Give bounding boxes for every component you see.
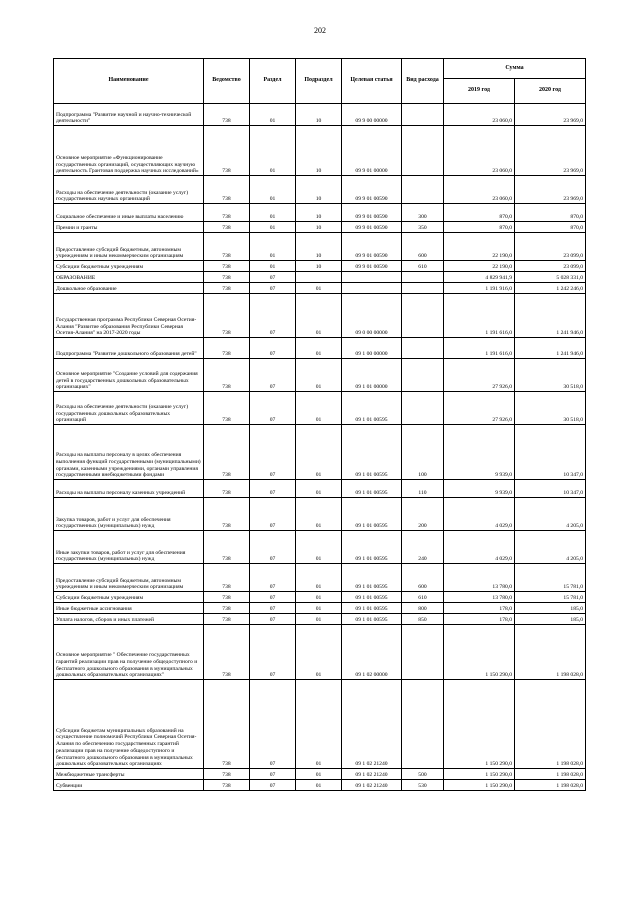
row-sum-2020: 5 028 331,0 [515,272,586,283]
row-ministry: 738 [204,104,250,126]
table-row [54,603,586,614]
row-subsection: 01 [296,625,342,680]
row-sum-2019: 870,0 [444,222,515,233]
row-target-article: 09 9 01 00590 [342,176,402,204]
row-section: 01 [250,104,296,126]
row-section: 07 [250,425,296,480]
row-target-article [342,283,402,294]
row-target-article: 09 9 01 00000 [342,126,402,176]
row-subsection: 01 [296,780,342,791]
row-ministry: 738 [204,680,250,769]
row-ministry: 738 [204,780,250,791]
row-name: Расходы на выплаты персоналу казенных учреждений [54,480,204,498]
row-ministry: 738 [204,531,250,564]
header-subsection: Подраздел [296,59,342,104]
row-sum-2020: 185,0 [515,603,586,614]
row-sum-2019: 27 926,0 [444,392,515,425]
row-section: 07 [250,564,296,592]
row-subsection: 01 [296,283,342,294]
row-expense-type [402,680,444,769]
row-sum-2020: 15 781,0 [515,592,586,603]
row-ministry: 738 [204,480,250,498]
row-subsection: 01 [296,531,342,564]
row-target-article: 09 0 00 00000 [342,294,402,338]
row-expense-type [402,283,444,294]
header-name: Наименование [54,59,204,104]
row-sum-2019: 23 060,0 [444,176,515,204]
row-section: 07 [250,392,296,425]
row-expense-type: 610 [402,592,444,603]
header-year-2020: 2020 год [515,79,586,104]
row-sum-2020: 870,0 [515,204,586,222]
row-name: Субсидии бюджетным учреждениям [54,592,204,603]
table-row [54,680,586,769]
row-sum-2020: 15 781,0 [515,564,586,592]
row-section: 01 [250,261,296,272]
table-body [54,104,586,791]
row-expense-type: 100 [402,425,444,480]
row-expense-type: 300 [402,204,444,222]
table-row [54,104,586,126]
row-sum-2020: 1 241 946,0 [515,338,586,359]
row-target-article: 09 1 01 00000 [342,359,402,392]
table-row [54,564,586,592]
row-section: 07 [250,614,296,625]
row-name: Дошкольное образование [54,283,204,294]
header-ministry: Ведомство [204,59,250,104]
row-section: 07 [250,531,296,564]
row-target-article: 09 1 02 00000 [342,625,402,680]
row-sum-2020: 1 241 946,0 [515,294,586,338]
row-name: Основное мероприятие "Создание условий для содержания детей в государственных дошкольных образовательных организациях" [54,359,204,392]
header-target-article: Целевая статья [342,59,402,104]
row-target-article: 09 1 01 00595 [342,592,402,603]
row-sum-2020: 870,0 [515,222,586,233]
row-target-article: 09 1 01 00595 [342,498,402,531]
row-name: Иные закупки товаров, работ и услуг для обеспечения государственных (муниципальных) нужд [54,531,204,564]
row-name: Межбюджетные трансферты [54,769,204,780]
row-sum-2020: 30 518,0 [515,359,586,392]
row-section: 07 [250,780,296,791]
row-target-article [342,272,402,283]
table-row [54,531,586,564]
row-sum-2020: 1 198 028,0 [515,769,586,780]
header-expense-type: Вид расхода [402,59,444,104]
row-ministry: 738 [204,592,250,603]
row-sum-2020: 4 205,0 [515,531,586,564]
row-ministry: 738 [204,564,250,592]
row-target-article: 09 9 01 00590 [342,204,402,222]
row-subsection [296,272,342,283]
table-row [54,425,586,480]
row-sum-2019: 1 191 616,0 [444,338,515,359]
table-row [54,126,586,176]
row-ministry: 738 [204,338,250,359]
table-row [54,338,586,359]
row-section: 01 [250,176,296,204]
row-sum-2019: 27 926,0 [444,359,515,392]
row-ministry: 738 [204,272,250,283]
row-subsection: 01 [296,592,342,603]
row-sum-2020: 4 205,0 [515,498,586,531]
header-year-2019: 2019 год [444,79,515,104]
row-expense-type: 850 [402,614,444,625]
row-section: 07 [250,283,296,294]
table-row [54,392,586,425]
row-expense-type [402,359,444,392]
row-subsection: 01 [296,425,342,480]
row-target-article: 09 1 01 00595 [342,531,402,564]
row-expense-type: 600 [402,233,444,261]
row-section: 07 [250,272,296,283]
row-ministry: 738 [204,176,250,204]
row-target-article: 09 1 01 00595 [342,425,402,480]
row-name: Основное мероприятие " Обеспечение государственных гарантий реализации прав на получение общедоступного и бесплатного дошкольного образования в муниципальных дошкольных образовательных организациях" [54,625,204,680]
table-row [54,222,586,233]
row-sum-2020: 1 242 246,0 [515,283,586,294]
row-sum-2020: 185,0 [515,614,586,625]
row-subsection: 10 [296,126,342,176]
row-section: 07 [250,592,296,603]
row-subsection: 01 [296,564,342,592]
row-ministry: 738 [204,283,250,294]
row-name: Субсидии бюджетам муниципальных образований на осуществление полномочий Республики Северная Осетия-Алания по обеспечению государственных гарантий реализации прав на получение общедоступного и бесплатного дошкольного образования в муниципальных дошкольных образовательных организациях [54,680,204,769]
row-target-article: 09 1 01 00595 [342,392,402,425]
row-name: ОБРАЗОВАНИЕ [54,272,204,283]
table-row [54,480,586,498]
row-subsection: 01 [296,480,342,498]
row-name: Основное мероприятие «Функционирование государственных организаций, осуществляющих научную деятельность Грантовая поддержка научных исследований» [54,126,204,176]
table-row [54,283,586,294]
row-sum-2019: 22 190,0 [444,233,515,261]
row-name: Предоставление субсидий бюджетным, автономным учреждениям и иным некоммерческим организациям [54,564,204,592]
table-row [54,204,586,222]
row-name: Подпрограмма "Развитие научной и научно-технической деятельности" [54,104,204,126]
row-ministry: 738 [204,769,250,780]
row-expense-type: 200 [402,498,444,531]
page-number: 202 [314,26,326,35]
row-target-article: 09 1 01 00595 [342,614,402,625]
row-target-article: 09 9 01 00590 [342,222,402,233]
row-ministry: 738 [204,222,250,233]
row-sum-2019: 1 150 290,0 [444,680,515,769]
row-sum-2019: 4 029,0 [444,531,515,564]
row-name: Закупка товаров, работ и услуг для обеспечения государственных (муниципальных) нужд [54,498,204,531]
row-subsection: 01 [296,603,342,614]
row-sum-2019: 23 060,0 [444,126,515,176]
row-section: 07 [250,359,296,392]
row-section: 07 [250,480,296,498]
row-name: Уплата налогов, сборов и иных платежей [54,614,204,625]
row-subsection: 01 [296,392,342,425]
row-sum-2020: 10 347,0 [515,425,586,480]
row-expense-type [402,625,444,680]
row-name: Расходы на обеспечение деятельности (оказание услуг) государственных дошкольных образовательных организаций [54,392,204,425]
row-sum-2019: 870,0 [444,204,515,222]
row-sum-2020: 23 969,0 [515,176,586,204]
row-subsection: 01 [296,338,342,359]
row-sum-2020: 23 969,0 [515,126,586,176]
row-target-article: 09 1 00 00000 [342,338,402,359]
row-sum-2019: 13 780,0 [444,592,515,603]
row-subsection: 10 [296,104,342,126]
row-target-article: 09 1 02 21240 [342,780,402,791]
row-expense-type: 800 [402,603,444,614]
row-sum-2020: 23 099,0 [515,261,586,272]
row-name: Расходы на выплаты персоналу в целях обеспечения выполнения функций государственными (муниципальными) органами, казенными учреждениями, органами управления государственными внебюджетными фондами [54,425,204,480]
row-name: Предоставление субсидий бюджетным, автономным учреждениям и иным некоммерческим организациям [54,233,204,261]
row-name: Субсидии бюджетным учреждениям [54,261,204,272]
row-target-article: 09 1 01 00595 [342,603,402,614]
row-subsection: 01 [296,769,342,780]
row-expense-type [402,272,444,283]
row-name: Государственная программа Республики Северная Осетия-Алания "Развитие образования Республики Северная Осетия-Алания" на 2017-2020 годы [54,294,204,338]
table-row [54,294,586,338]
row-name: Подпрограмма "Развитие дошкольного образования детей" [54,338,204,359]
row-target-article: 09 9 01 00590 [342,233,402,261]
table-row [54,261,586,272]
row-subsection: 10 [296,176,342,204]
row-expense-type [402,392,444,425]
row-section: 07 [250,625,296,680]
table-row [54,233,586,261]
row-ministry: 738 [204,392,250,425]
table-header [54,59,586,104]
row-section: 07 [250,769,296,780]
row-subsection: 10 [296,204,342,222]
row-section: 07 [250,603,296,614]
row-subsection: 01 [296,359,342,392]
row-ministry: 738 [204,261,250,272]
row-section: 01 [250,204,296,222]
row-sum-2019: 22 190,0 [444,261,515,272]
row-sum-2019: 4 829 941,9 [444,272,515,283]
table-row [54,780,586,791]
row-ministry: 738 [204,126,250,176]
row-section: 01 [250,126,296,176]
row-section: 07 [250,498,296,531]
row-ministry: 738 [204,359,250,392]
row-sum-2019: 1 191 916,0 [444,283,515,294]
budget-table [53,58,586,791]
row-subsection: 10 [296,261,342,272]
row-sum-2019: 13 780,0 [444,564,515,592]
row-expense-type [402,104,444,126]
row-ministry: 738 [204,603,250,614]
row-sum-2020: 23 099,0 [515,233,586,261]
row-name: Премии и гранты [54,222,204,233]
row-sum-2019: 4 029,0 [444,498,515,531]
row-section: 07 [250,338,296,359]
table-row [54,592,586,603]
row-expense-type: 610 [402,261,444,272]
row-expense-type: 600 [402,564,444,592]
row-target-article: 09 1 01 00595 [342,480,402,498]
row-ministry: 738 [204,614,250,625]
row-name: Социальное обеспечение и иные выплаты населению [54,204,204,222]
row-ministry: 738 [204,625,250,680]
row-ministry: 738 [204,204,250,222]
row-sum-2019: 1 191 616,0 [444,294,515,338]
row-subsection: 01 [296,680,342,769]
row-sum-2020: 30 518,0 [515,392,586,425]
row-sum-2019: 178,0 [444,603,515,614]
row-sum-2020: 1 198 028,0 [515,780,586,791]
row-expense-type [402,126,444,176]
row-section: 01 [250,233,296,261]
table-row [54,625,586,680]
row-sum-2019: 23 060,0 [444,104,515,126]
row-expense-type [402,294,444,338]
row-sum-2019: 178,0 [444,614,515,625]
table-row [54,359,586,392]
row-expense-type: 350 [402,222,444,233]
row-ministry: 738 [204,294,250,338]
row-target-article: 09 1 02 21240 [342,680,402,769]
row-expense-type: 530 [402,780,444,791]
row-expense-type [402,338,444,359]
row-subsection: 10 [296,233,342,261]
row-name: Иные бюджетные ассигнования [54,603,204,614]
row-subsection: 01 [296,294,342,338]
row-ministry: 738 [204,425,250,480]
row-sum-2019: 9 939,0 [444,480,515,498]
row-expense-type: 240 [402,531,444,564]
row-target-article: 09 1 02 21240 [342,769,402,780]
row-sum-2020: 10 347,0 [515,480,586,498]
row-subsection: 10 [296,222,342,233]
row-sum-2019: 1 150 290,0 [444,769,515,780]
row-target-article: 09 1 01 00595 [342,564,402,592]
row-name: Субвенции [54,780,204,791]
row-sum-2019: 1 150 290,0 [444,625,515,680]
row-sum-2020: 1 198 028,0 [515,625,586,680]
row-sum-2020: 23 969,0 [515,104,586,126]
row-expense-type [402,176,444,204]
row-expense-type: 500 [402,769,444,780]
row-sum-2019: 9 939,0 [444,425,515,480]
row-section: 01 [250,222,296,233]
table-row [54,614,586,625]
header-sum: Сумма [444,59,586,79]
row-subsection: 01 [296,614,342,625]
row-name: Расходы на обеспечение деятельности (оказание услуг) государственных научных организаций [54,176,204,204]
row-ministry: 738 [204,233,250,261]
row-target-article: 09 9 00 00000 [342,104,402,126]
row-section: 07 [250,294,296,338]
row-target-article: 09 9 01 00590 [342,261,402,272]
table-row [54,769,586,780]
table-row [54,498,586,531]
row-subsection: 01 [296,498,342,531]
row-expense-type: 110 [402,480,444,498]
table-row [54,176,586,204]
row-section: 07 [250,680,296,769]
header-section: Раздел [250,59,296,104]
row-ministry: 738 [204,498,250,531]
row-sum-2020: 1 198 028,0 [515,680,586,769]
table-row [54,272,586,283]
row-sum-2019: 1 150 290,0 [444,780,515,791]
